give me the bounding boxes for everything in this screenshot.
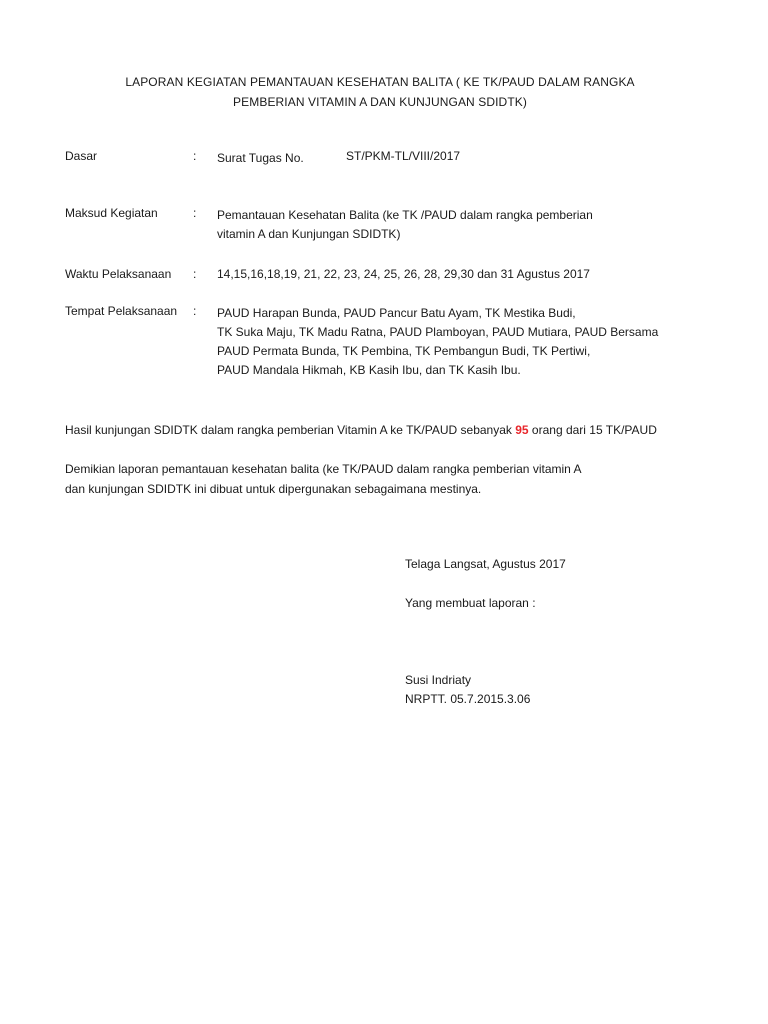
hasil-text-before: Hasil kunjungan SDIDTK dalam rangka pemberian Vitamin A ke TK/PAUD sebanyak (65, 423, 516, 437)
signer-name: Susi Indriaty (405, 673, 472, 687)
hasil-count: 95 (515, 423, 529, 437)
tempat-value (217, 304, 658, 380)
maksud-label: Maksud Kegiatan (65, 206, 158, 220)
waktu-colon: : (193, 267, 197, 281)
closing-line-2: dan kunjungan SDIDTK ini dibuat untuk dipergunakan sebagaimana mestinya. (65, 482, 482, 496)
closing-line-1: Demikian laporan pemantauan kesehatan balita (ke TK/PAUD dalam rangka pemberian vitamin A (65, 462, 582, 476)
maksud-line: Pemantauan Kesehatan Balita (ke TK /PAUD dalam rangka pemberian (217, 208, 593, 222)
signer-nrptt: NRPTT. 05.7.2015.3.06 (405, 692, 531, 706)
title-line-2: PEMBERIAN VITAMIN A DAN KUNJUNGAN SDIDTK) (233, 95, 527, 109)
hasil-text-after: orang dari 15 TK/PAUD (528, 423, 657, 437)
maksud-value (217, 206, 593, 244)
tempat-line: TK Suka Maju, TK Madu Ratna, PAUD Plamboyan, PAUD Mutiara, PAUD Bersama (217, 325, 659, 339)
waktu-value: 14,15,16,18,19, 21, 22, 23, 24, 25, 26, 28, 29,30 dan 31 Agustus 2017 (217, 267, 590, 281)
made-by-label: Yang membuat laporan : (405, 596, 536, 610)
tempat-colon: : (193, 304, 197, 318)
place-date: Telaga Langsat, Agustus 2017 (405, 557, 566, 571)
closing-paragraph (65, 459, 582, 499)
tempat-line: PAUD Harapan Bunda, PAUD Pancur Batu Ayam, TK Mestika Budi, (217, 306, 576, 320)
maksud-line: vitamin A dan Kunjungan SDIDTK) (217, 227, 401, 241)
hasil-paragraph (65, 420, 657, 440)
waktu-label: Waktu Pelaksanaan (65, 267, 172, 281)
dasar-colon: : (193, 149, 197, 163)
title-line-1: LAPORAN KEGIATAN PEMANTAUAN KESEHATAN BALITA ( KE TK/PAUD DALAM RANGKA (125, 75, 635, 89)
dasar-value: Surat Tugas No. (217, 151, 304, 165)
tempat-line: PAUD Mandala Hikmah, KB Kasih Ibu, dan TK Kasih Ibu. (217, 363, 521, 377)
report-title (60, 72, 700, 112)
dasar-label: Dasar (65, 149, 98, 163)
tempat-label: Tempat Pelaksanaan (65, 304, 178, 318)
maksud-colon: : (193, 206, 197, 220)
surat-tugas-number: ST/PKM-TL/VIII/2017 (346, 149, 461, 163)
tempat-line: PAUD Permata Bunda, TK Pembina, TK Pembangun Budi, TK Pertiwi, (217, 344, 591, 358)
